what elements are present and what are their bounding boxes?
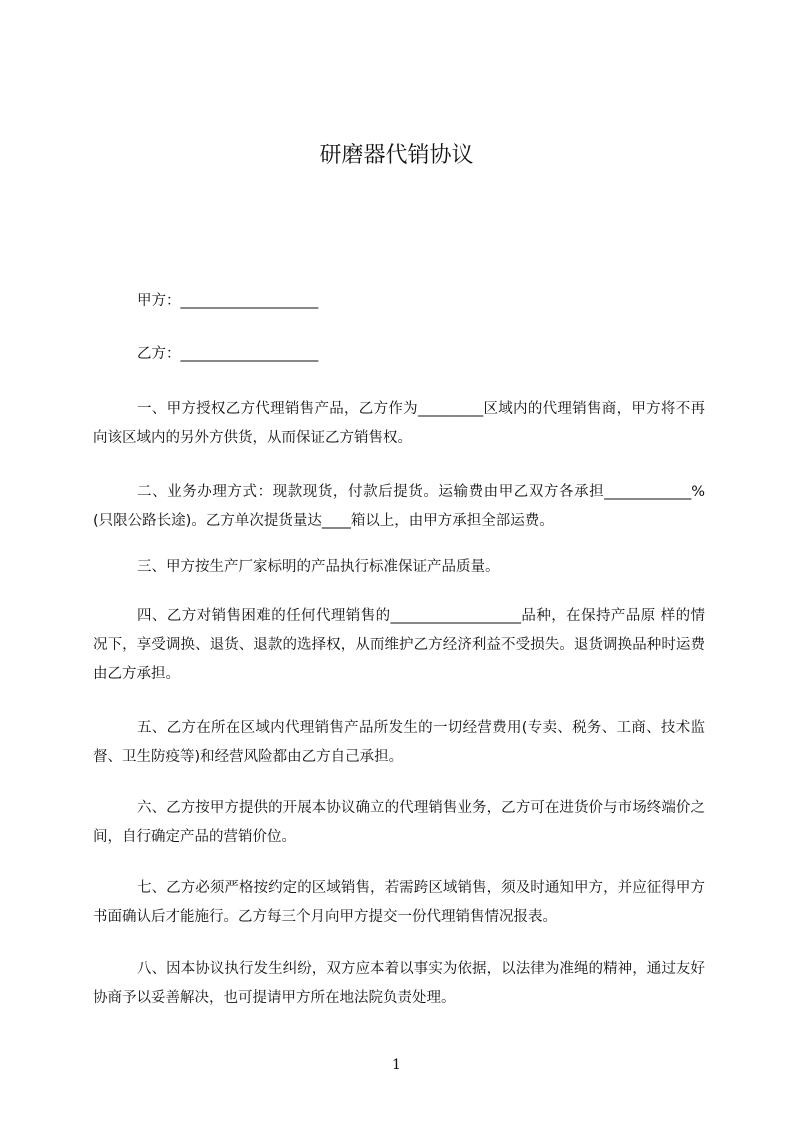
clause-8: 八、因本协议执行发生纠纷，双方应本着以事实为依据，以法律为准绳的精神，通过友好协商予以妥善解决，也可提请甲方所在地法院负责处理。	[93, 961, 705, 1006]
clause-2: 二、业务办理方式：现款现货，付款后提货。运输费由甲乙双方各承担____________%(只限公路长途)。乙方单次提货量达____箱以上，由甲方承担全部运费。	[93, 484, 705, 529]
clause-3: 三、甲方按生产厂家标明的产品执行标准保证产品质量。	[137, 559, 500, 575]
document-title: 研磨器代销协议	[319, 143, 474, 168]
party-b-line: 乙方：___________________	[137, 346, 319, 362]
clause-6: 六、乙方按甲方提供的开展本协议确立的代理销售业务，乙方可在进货价与市场终端价之间，自行确定产品的营销价位。	[93, 800, 705, 845]
clause-4: 四、乙方对销售困难的任何代理销售的__________________品种，在保持产品原 样的情况下，享受调换、退货、退款的选择权，从而维护乙方经济利益不受损失。退货调换品种时运费由乙方承担。	[93, 608, 705, 682]
clause-7: 七、乙方必须严格按约定的区域销售，若需跨区域销售，须及时通知甲方，并应征得甲方书面确认后才能施行。乙方每三个月向甲方提交一份代理销售情况报表。	[93, 880, 705, 925]
clause-5: 五、乙方在所在区域内代理销售产品所发生的一切经营费用(专卖、税务、工商、技术监督、卫生防疫等)和经营风险都由乙方自己承担。	[93, 720, 705, 765]
page-number: 1	[392, 1057, 401, 1073]
clause-1: 一、甲方授权乙方代理销售产品，乙方作为_________区域内的代理销售商，甲方将不再向该区域内的另外方供货，从而保证乙方销售权。	[93, 401, 705, 446]
party-a-line: 甲方：___________________	[137, 293, 319, 309]
